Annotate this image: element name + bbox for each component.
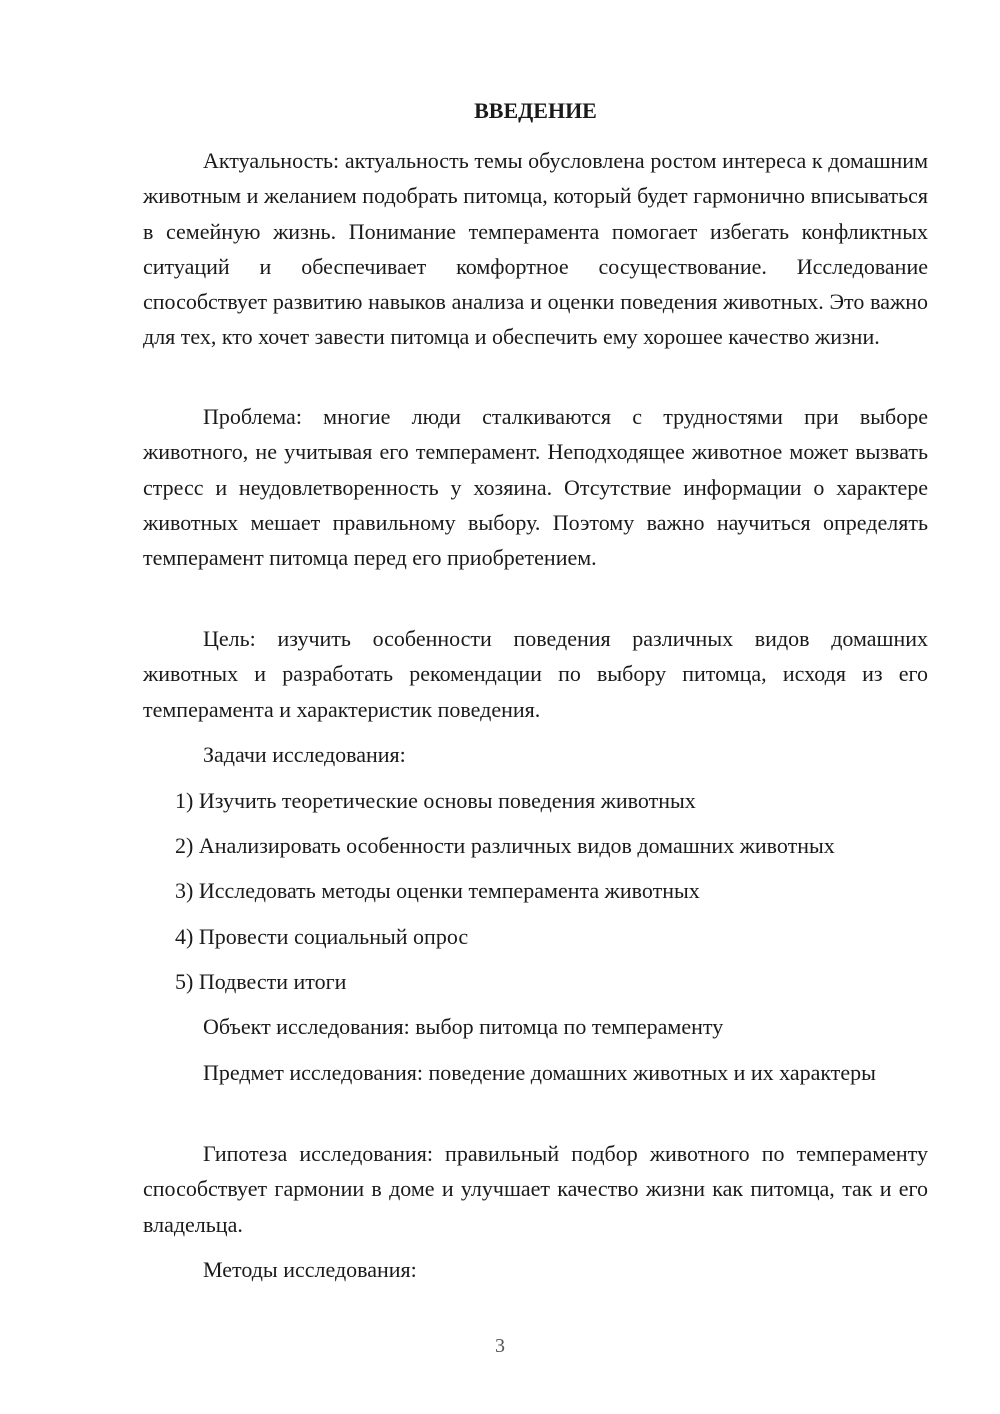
methods-heading: Методы исследования: xyxy=(203,1257,417,1282)
paragraph-object: Объект исследования: выбор питомца по темпераменту xyxy=(203,1014,724,1039)
task-item: 1) Изучить теоретические основы поведения животных xyxy=(175,788,696,813)
task-item: 3) Исследовать методы оценки темперамента животных xyxy=(175,878,700,903)
task-item: 4) Провести социальный опрос xyxy=(175,924,469,949)
tasks-heading: Задачи исследования: xyxy=(203,742,406,767)
paragraph-problem: Проблема: многие люди сталкиваются с трудностями при выборе животного, не учитывая его темперамент. Неподходящее животное может вызвать стресс и неудовлетворенность у хозяина. Отсутствие информации о характере животных мешает правильному выбору. Поэтому важно научиться определять темперамент питомца перед его приобретением. xyxy=(143,404,928,571)
page-title: ВВЕДЕНИЕ xyxy=(474,98,597,123)
task-item: 2) Анализировать особенности различных видов домашних животных xyxy=(175,833,835,858)
paragraph-actuality: Актуальность: актуальность темы обусловлена ростом интереса к домашним животным и желанием подобрать питомца, который будет гармонично вписываться в семейную жизнь. Понимание темперамента помогает избегать конфликтных ситуаций и обеспечивает комфортное сосуществование. Исследование способствует развитию навыков анализа и оценки поведения животных. Это важно для тех, кто хочет завести питомца и обеспечить ему хорошее качество жизни. xyxy=(143,148,928,350)
page-number: 3 xyxy=(495,1335,505,1357)
paragraph-subject: Предмет исследования: поведение домашних животных и их характеры xyxy=(203,1060,876,1085)
paragraph-goal: Цель: изучить особенности поведения различных видов домашних животных и разработать рекомендации по выбору питомца, исходя из его темперамента и характеристик поведения. xyxy=(143,626,928,722)
task-item: 5) Подвести итоги xyxy=(175,969,347,994)
paragraph-hypothesis: Гипотеза исследования: правильный подбор животного по темпераменту способствует гармонии в доме и улучшает качество жизни как питомца, так и его владельца. xyxy=(143,1141,928,1237)
